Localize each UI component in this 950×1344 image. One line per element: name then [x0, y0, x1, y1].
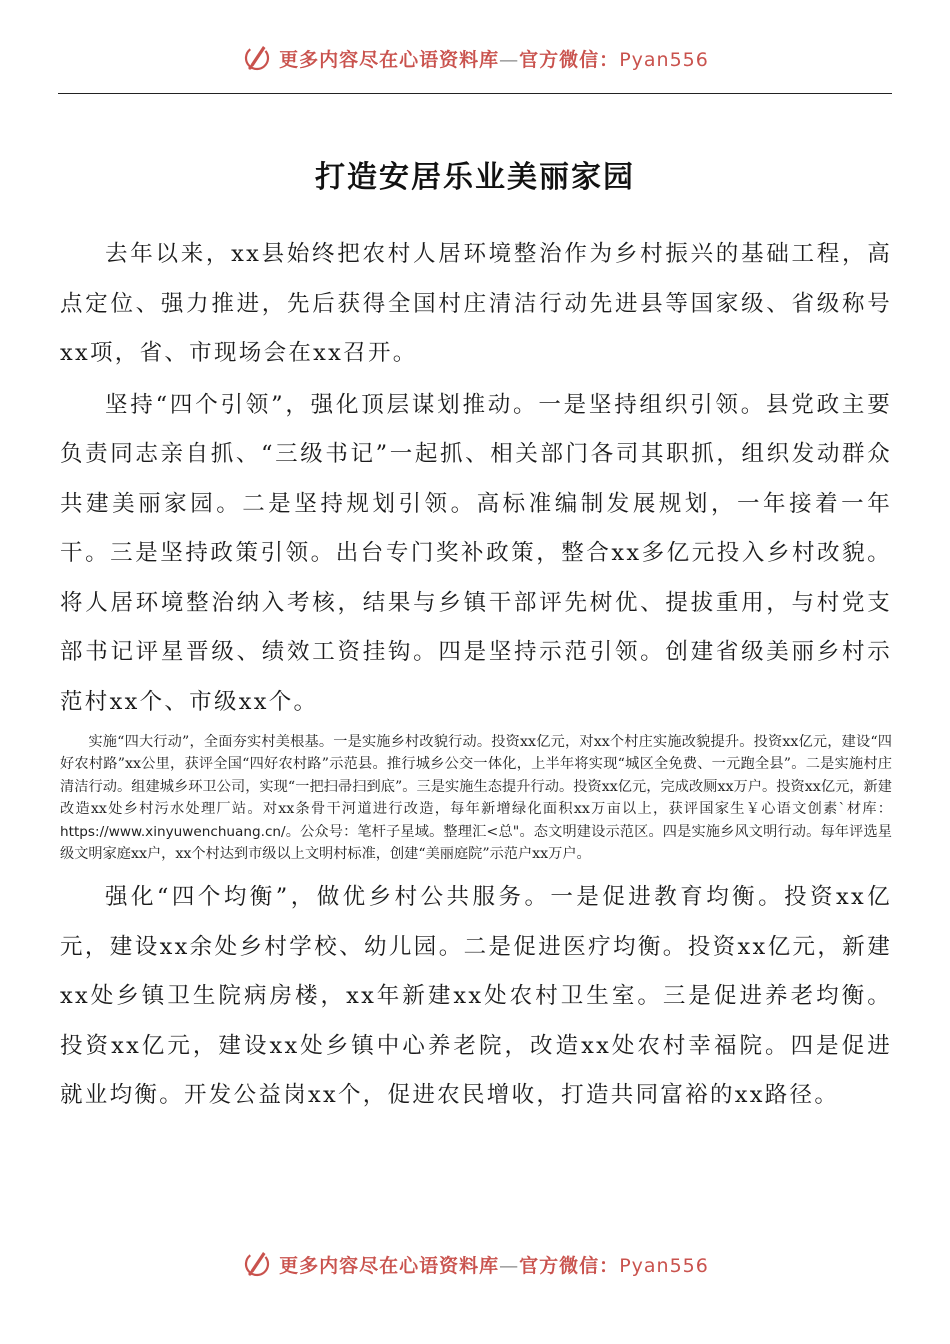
- footer-watermark: [0, 1244, 950, 1284]
- wechat-id: Pyan556: [619, 48, 709, 71]
- paragraph-four-leads: 坚持“四个引领”，强化顶层谋划推动。一是坚持组织引领。县党政主要负责同志亲自抓、“三级书记”一起抓、相关部门各司其职抓，组织发动群众共建美丽家园。二是坚持规划引领。高标准编制发展规划，一年接着一年干。三是坚持政策引领。出台专门奖补政策，整合xx多亿元投入乡村改貌。将人居环境整治纳入考核，结果与乡镇干部评先树优、提拔重用，与村党支部书记评星晋级、绩效工资挂钩。四是坚持示范引领。创建省级美丽乡村示范村xx个、市级xx个。: [60, 391, 892, 715]
- brush-pen-logo-icon: [241, 42, 273, 74]
- wechat-id: Pyan556: [619, 1254, 709, 1277]
- watermark-text: 更多内容尽在心语资料库—官方微信：Pyan556: [279, 1254, 709, 1277]
- brush-pen-logo-icon: [241, 1248, 273, 1280]
- header-divider: [58, 93, 892, 94]
- watermark-text: 更多内容尽在心语资料库—官方微信：Pyan556: [279, 48, 709, 71]
- paragraph-intro: 去年以来，xx县始终把农村人居环境整治作为乡村振兴的基础工程，高点定位、强力推进，先后获得全国村庄清洁行动先进县等国家级、省级称号xx项，省、市现场会在xx召开。: [60, 241, 892, 366]
- document-body: [60, 230, 892, 1123]
- page-title: 打造安居乐业美丽家园: [315, 160, 635, 195]
- paragraph-four-balances: 强化“四个均衡”，做优乡村公共服务。一是促进教育均衡。投资xx亿元，建设xx余处乡村学校、幼儿园。二是促进医疗均衡。投资xx亿元，新建xx处乡镇卫生院病房楼，xx年新建xx处农村卫生室。三是促进养老均衡。投资xx亿元，建设xx处乡镇中心养老院，改造xx处农村幸福院。四是促进就业均衡。开发公益岗xx个，促进农民增收，打造共同富裕的xx路径。: [60, 884, 892, 1109]
- paragraph-four-actions: 实施“四大行动”，全面夯实村美根基。一是实施乡村改貌行动。投资xx亿元，对xx个村庄实施改貌提升。投资xx亿元，建设“四好农村路”xx公里，获评全国“四好农村路”示范县。推行城乡公交一体化，上半年将实现“城区全免费、一元跑全县”。二是实施村庄清洁行动。组建城乡环卫公司，实现“一把扫帚扫到底”。三是实施生态提升行动。投资xx亿元，完成改厕xx万户。投资xx亿元，新建改造xx处乡村污水处理厂站。对xx条骨干河道进行改造，每年新增绿化面积xx万亩以上，获评国家生￥心语文创素`材库：https://www.xinyuwenchuang.cn/。公众号：笔杆子星域。整理汇<总"。态文明建设示范区。四是实施乡风文明行动。每年评选星级文明家庭xx户，xx个村达到市级以上文明村标准，创建“美丽庭院”示范户xx万户。: [60, 734, 892, 863]
- header-watermark: [0, 38, 950, 78]
- source-url: https://www.xinyuwenchuang.cn/: [60, 823, 286, 840]
